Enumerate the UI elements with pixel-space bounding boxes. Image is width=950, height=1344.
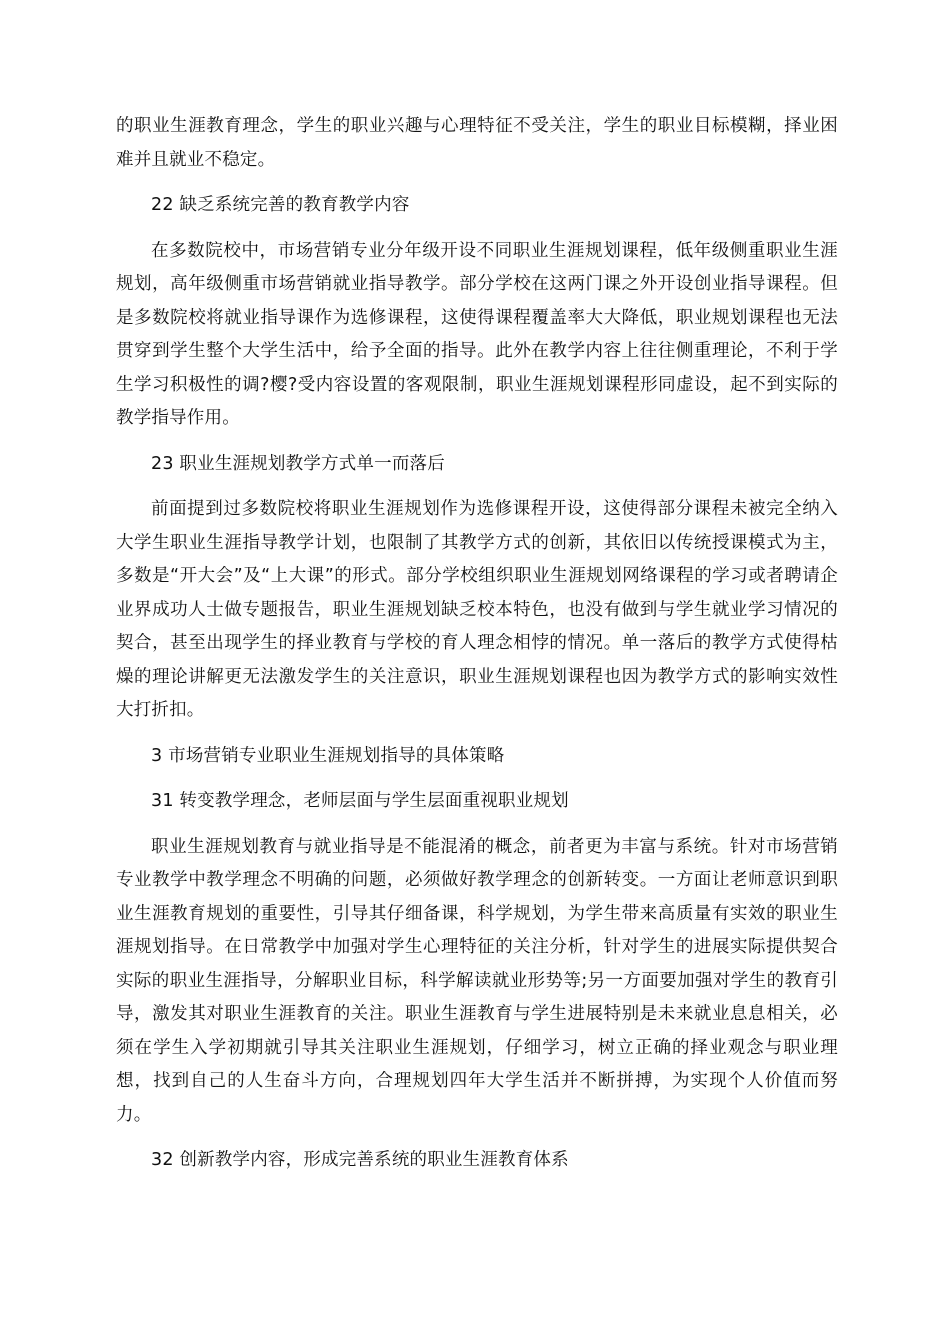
section-heading-2-3: 23 职业生涯规划教学方式单一而落后	[151, 453, 445, 474]
paragraph-2-2-body: 在多数院校中，市场营销专业分年级开设不同职业生涯规划课程，低年级侧重职业生涯规划，高年级侧重市场营销就业指导教学。部分学校在这两门课之外开设创业指导课程。但是多数院校将就业指导课作为选修课程，这使得课程覆盖率大大降低，职业规划课程也无法贯穿到学生整个大学生活中，给予全面的指导。此外在教学内容上往往侧重理论，不利于学生学习积极性的调?樱?受内容设置的客观限制，职业生涯规划课程形同虚设，起不到实际的教学指导作用。	[116, 240, 838, 428]
paragraph-2-3-body: 前面提到过多数院校将职业生涯规划作为选修课程开设，这使得部分课程未被完全纳入大学生职业生涯指导教学计划，也限制了其教学方式的创新，其依旧以传统授课模式为主，多数是“开大会”及“上大课”的形式。部分学校组织职业生涯规划网络课程的学习或者聘请企业界成功人士做专题报告，职业生涯规划缺乏校本特色，也没有做到与学生就业学习情况的契合，甚至出现学生的择业教育与学校的育人理念相悖的情况。单一落后的教学方式使得枯燥的理论讲解更无法激发学生的关注意识，职业生涯规划课程也因为教学方式的影响实效性大打折扣。	[116, 499, 838, 720]
section-heading-2-2: 22 缺乏系统完善的教育教学内容	[151, 195, 410, 215]
paragraph-3-1-body: 职业生涯规划教育与就业指导是不能混淆的概念，前者更为丰富与系统。针对市场营销专业教学中教学理念不明确的问题，必须做好教学理念的创新转变。一方面让老师意识到职业生涯教育规划的重要性，引导其仔细备课，科学规划，为学生带来高质量有实效的职业生涯规划指导。在日常教学中加强对学生心理特征的关注分析，针对学生的进展实际提供契合实际的职业生涯指导，分解职业目标，科学解读就业形势等;另一方面要加强对学生的教育引导，激发其对职业生涯教育的关注。职业生涯教育与学生进展特别是未来就业息息相关，必须在学生入学初期就引导其关注职业生涯规划，仔细学习，树立正确的择业观念与职业理想，找到自己的人生奋斗方向，合理规划四年大学生活并不断拼搏，为实现个人价值而努力。	[116, 836, 838, 1125]
section-heading-3: 3 市场营销专业职业生涯规划指导的具体策略	[151, 745, 505, 766]
section-heading-3-1: 31 转变教学理念，老师层面与学生层面重视职业规划	[151, 791, 569, 811]
section-heading-3-2: 32 创新教学内容，形成完善系统的职业生涯教育体系	[151, 1150, 569, 1170]
document-page	[116, 110, 838, 1178]
paragraph-intro-continued: 的职业生涯教育理念，学生的职业兴趣与心理特征不受关注，学生的职业目标模糊，择业困难并且就业不稳定。	[116, 116, 838, 170]
